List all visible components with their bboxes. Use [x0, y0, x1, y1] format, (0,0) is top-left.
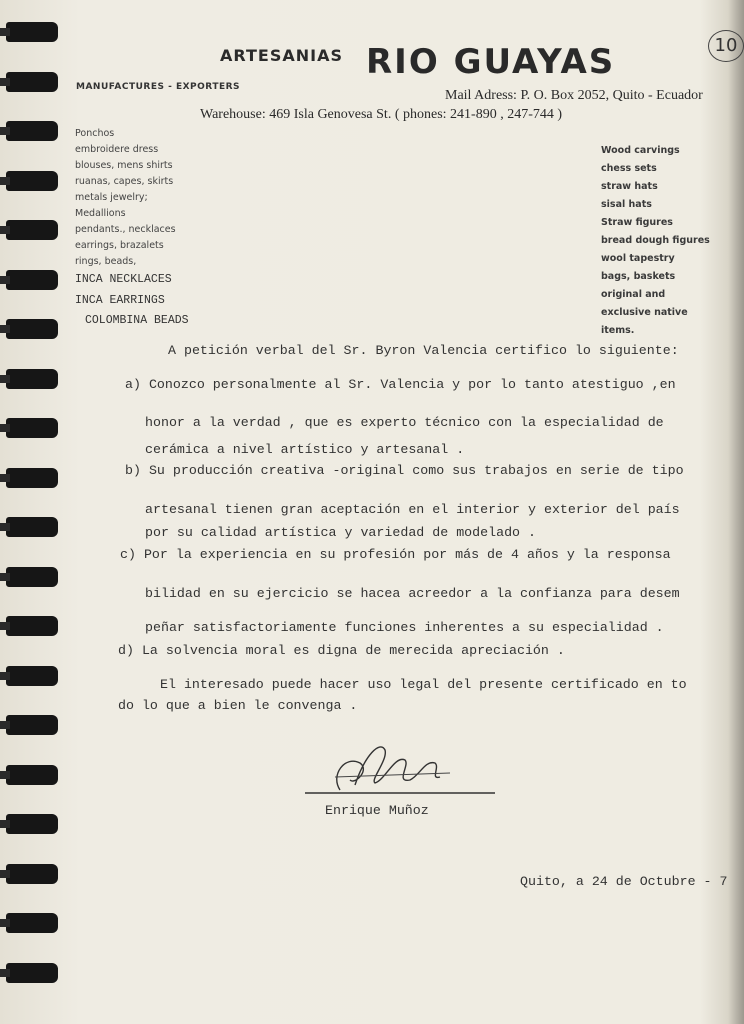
product-item: Medallions	[75, 208, 126, 219]
binding-ring	[6, 72, 58, 92]
product-item: Straw figures	[601, 217, 673, 228]
binding-ring	[6, 864, 58, 884]
paragraph-b-line: b) Su producción creativa -original como sus trabajos en serie de tipo	[125, 463, 684, 478]
binding-ring	[6, 616, 58, 636]
product-item-caps: INCA EARRINGS	[75, 293, 165, 307]
product-item: original and	[601, 289, 666, 300]
binding-ring	[6, 715, 58, 735]
binding-ring	[6, 468, 58, 488]
paragraph-a-line: honor a la verdad , que es experto técnico con la especialidad de	[145, 415, 664, 430]
binding-ring	[6, 369, 58, 389]
product-item: metals jewelry;	[75, 192, 148, 203]
binding-ring	[6, 171, 58, 191]
binding-ring	[6, 913, 58, 933]
binding-ring	[6, 220, 58, 240]
binding-ring	[6, 270, 58, 290]
page-number: 10	[708, 30, 744, 62]
product-item: bread dough figures	[601, 235, 710, 246]
product-item: blouses, mens shirts	[75, 160, 173, 171]
paragraph-a-line: cerámica a nivel artístico y artesanal .	[145, 442, 465, 457]
product-item: sisal hats	[601, 199, 652, 210]
product-item: items.	[601, 325, 635, 336]
right-product-list	[601, 142, 710, 340]
product-item: embroidere dress	[75, 144, 159, 155]
binding-ring	[6, 666, 58, 686]
left-product-list	[75, 126, 189, 332]
binding-ring	[6, 963, 58, 983]
brand-rio-guayas: RIO GUAYAS	[366, 42, 616, 82]
binding-ring	[6, 418, 58, 438]
paragraph-b-line: por su calidad artística y variedad de modelado .	[145, 525, 536, 540]
paragraph-c-line: peñar satisfactoriamente funciones inherentes a su especialidad .	[145, 620, 664, 635]
paragraph-c-line: c) Por la experiencia en su profesión por más de 4 años y la responsa	[120, 547, 671, 562]
product-item: wool tapestry	[601, 253, 675, 264]
signatory-name: Enrique Muñoz	[325, 803, 429, 818]
product-item: straw hats	[601, 181, 658, 192]
binding-ring	[6, 319, 58, 339]
paragraph-b-line: artesanal tienen gran aceptación en el interior y exterior del país	[145, 502, 680, 517]
signature	[300, 735, 500, 800]
mail-address: Mail Adress: P. O. Box 2052, Quito - Ecuador	[445, 88, 703, 103]
closing-line: El interesado puede hacer uso legal del presente certificado en to	[160, 677, 687, 692]
binding-ring	[6, 121, 58, 141]
brand-artesanias: ARTESANIAS	[220, 46, 343, 65]
product-item: bags, baskets	[601, 271, 676, 282]
product-item: earrings, brazalets	[75, 240, 164, 251]
tagline: MANUFACTURES - EXPORTERS	[76, 82, 241, 92]
product-item: Ponchos	[75, 128, 115, 139]
binding-ring	[6, 22, 58, 42]
intro-line: A petición verbal del Sr. Byron Valencia certifico lo siguiente:	[168, 343, 679, 358]
product-item-caps: INCA NECKLACES	[75, 273, 172, 286]
warehouse-address: Warehouse: 469 Isla Genovesa St. ( phones: 241-890 , 247-744 )	[200, 107, 563, 122]
binding-ring	[6, 567, 58, 587]
product-item: Wood carvings	[601, 145, 680, 156]
binding-ring	[6, 814, 58, 834]
product-item: ruanas, capes, skirts	[75, 176, 174, 187]
binding-ring	[6, 517, 58, 537]
product-item: pendants., necklaces	[75, 224, 176, 235]
product-item: exclusive native	[601, 307, 688, 318]
binding-ring	[6, 765, 58, 785]
paragraph-a-line: a) Conozco personalmente al Sr. Valencia y por lo tanto atestiguo ,en	[125, 377, 676, 392]
paragraph-d-line: d) La solvencia moral es digna de merecida apreciación .	[118, 643, 565, 658]
date-line: Quito, a 24 de Octubre - 7	[520, 874, 728, 889]
paragraph-c-line: bilidad en su ejercicio se hacea acreedor a la confianza para desem	[145, 586, 680, 601]
product-item: rings, beads,	[75, 256, 137, 267]
closing-line: do lo que a bien le convenga .	[118, 698, 358, 713]
product-item: chess sets	[601, 163, 657, 174]
product-item-caps: COLOMBINA BEADS	[85, 314, 189, 327]
